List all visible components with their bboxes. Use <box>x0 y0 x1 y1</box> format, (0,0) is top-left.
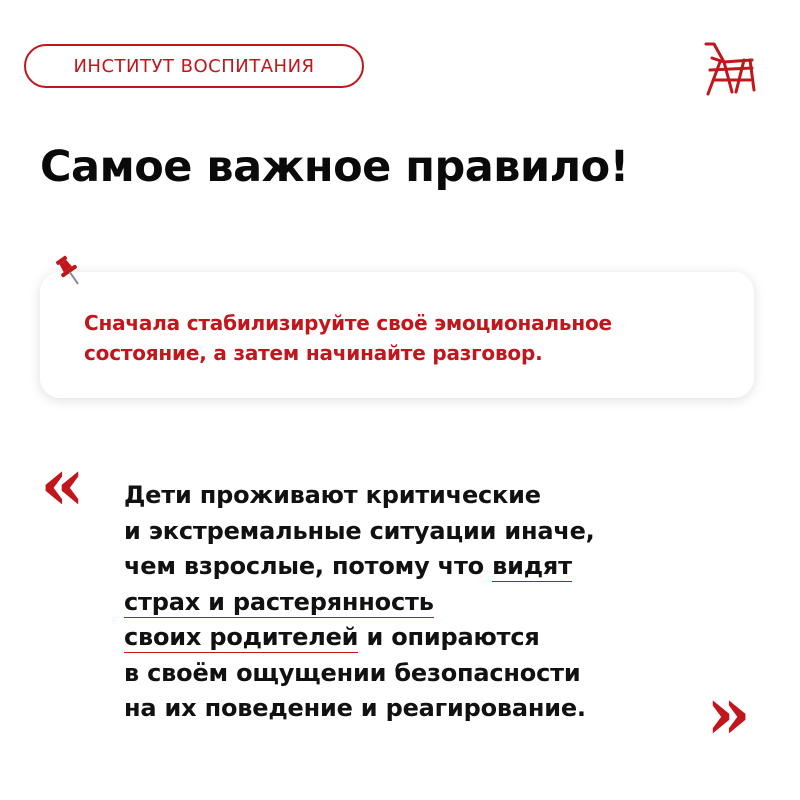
quote-line-part: и опираются <box>358 623 540 651</box>
institute-badge <box>24 44 364 88</box>
quote-line: Дети проживают критические <box>124 481 541 509</box>
quote-line: в своём ощущении безопасности <box>124 658 581 687</box>
closing-quote-mark: » <box>706 670 751 755</box>
quote-line-part: чем взрослые, потому что <box>124 552 493 580</box>
highlighted-phrase: видят <box>492 552 572 580</box>
quote-line: на их поведение и реагирование. <box>124 694 586 722</box>
highlighted-phrase: страх и растерянность <box>124 587 434 616</box>
tip-card-line: состояние, а затем начинайте разговор. <box>84 341 543 365</box>
quote-line <box>124 585 595 621</box>
chair-horse-logo-icon <box>694 40 758 96</box>
institute-badge-label: ИНСТИТУТ ВОСПИТАНИЯ <box>73 55 315 77</box>
quote-line <box>124 620 595 656</box>
quote-line: и экстремальные ситуации иначе, <box>124 516 595 545</box>
page-title: Самое важное правило! <box>40 142 629 192</box>
tip-card-line: Сначала стабилизируйте своё эмоциональное <box>84 311 612 335</box>
push-pin-icon <box>54 254 84 288</box>
tip-card-text <box>84 308 734 368</box>
quote-text <box>124 478 595 727</box>
opening-quote-mark: « <box>40 441 85 526</box>
quote-line <box>124 549 595 585</box>
tip-card <box>40 272 754 398</box>
highlighted-phrase: своих родителей <box>124 623 359 651</box>
